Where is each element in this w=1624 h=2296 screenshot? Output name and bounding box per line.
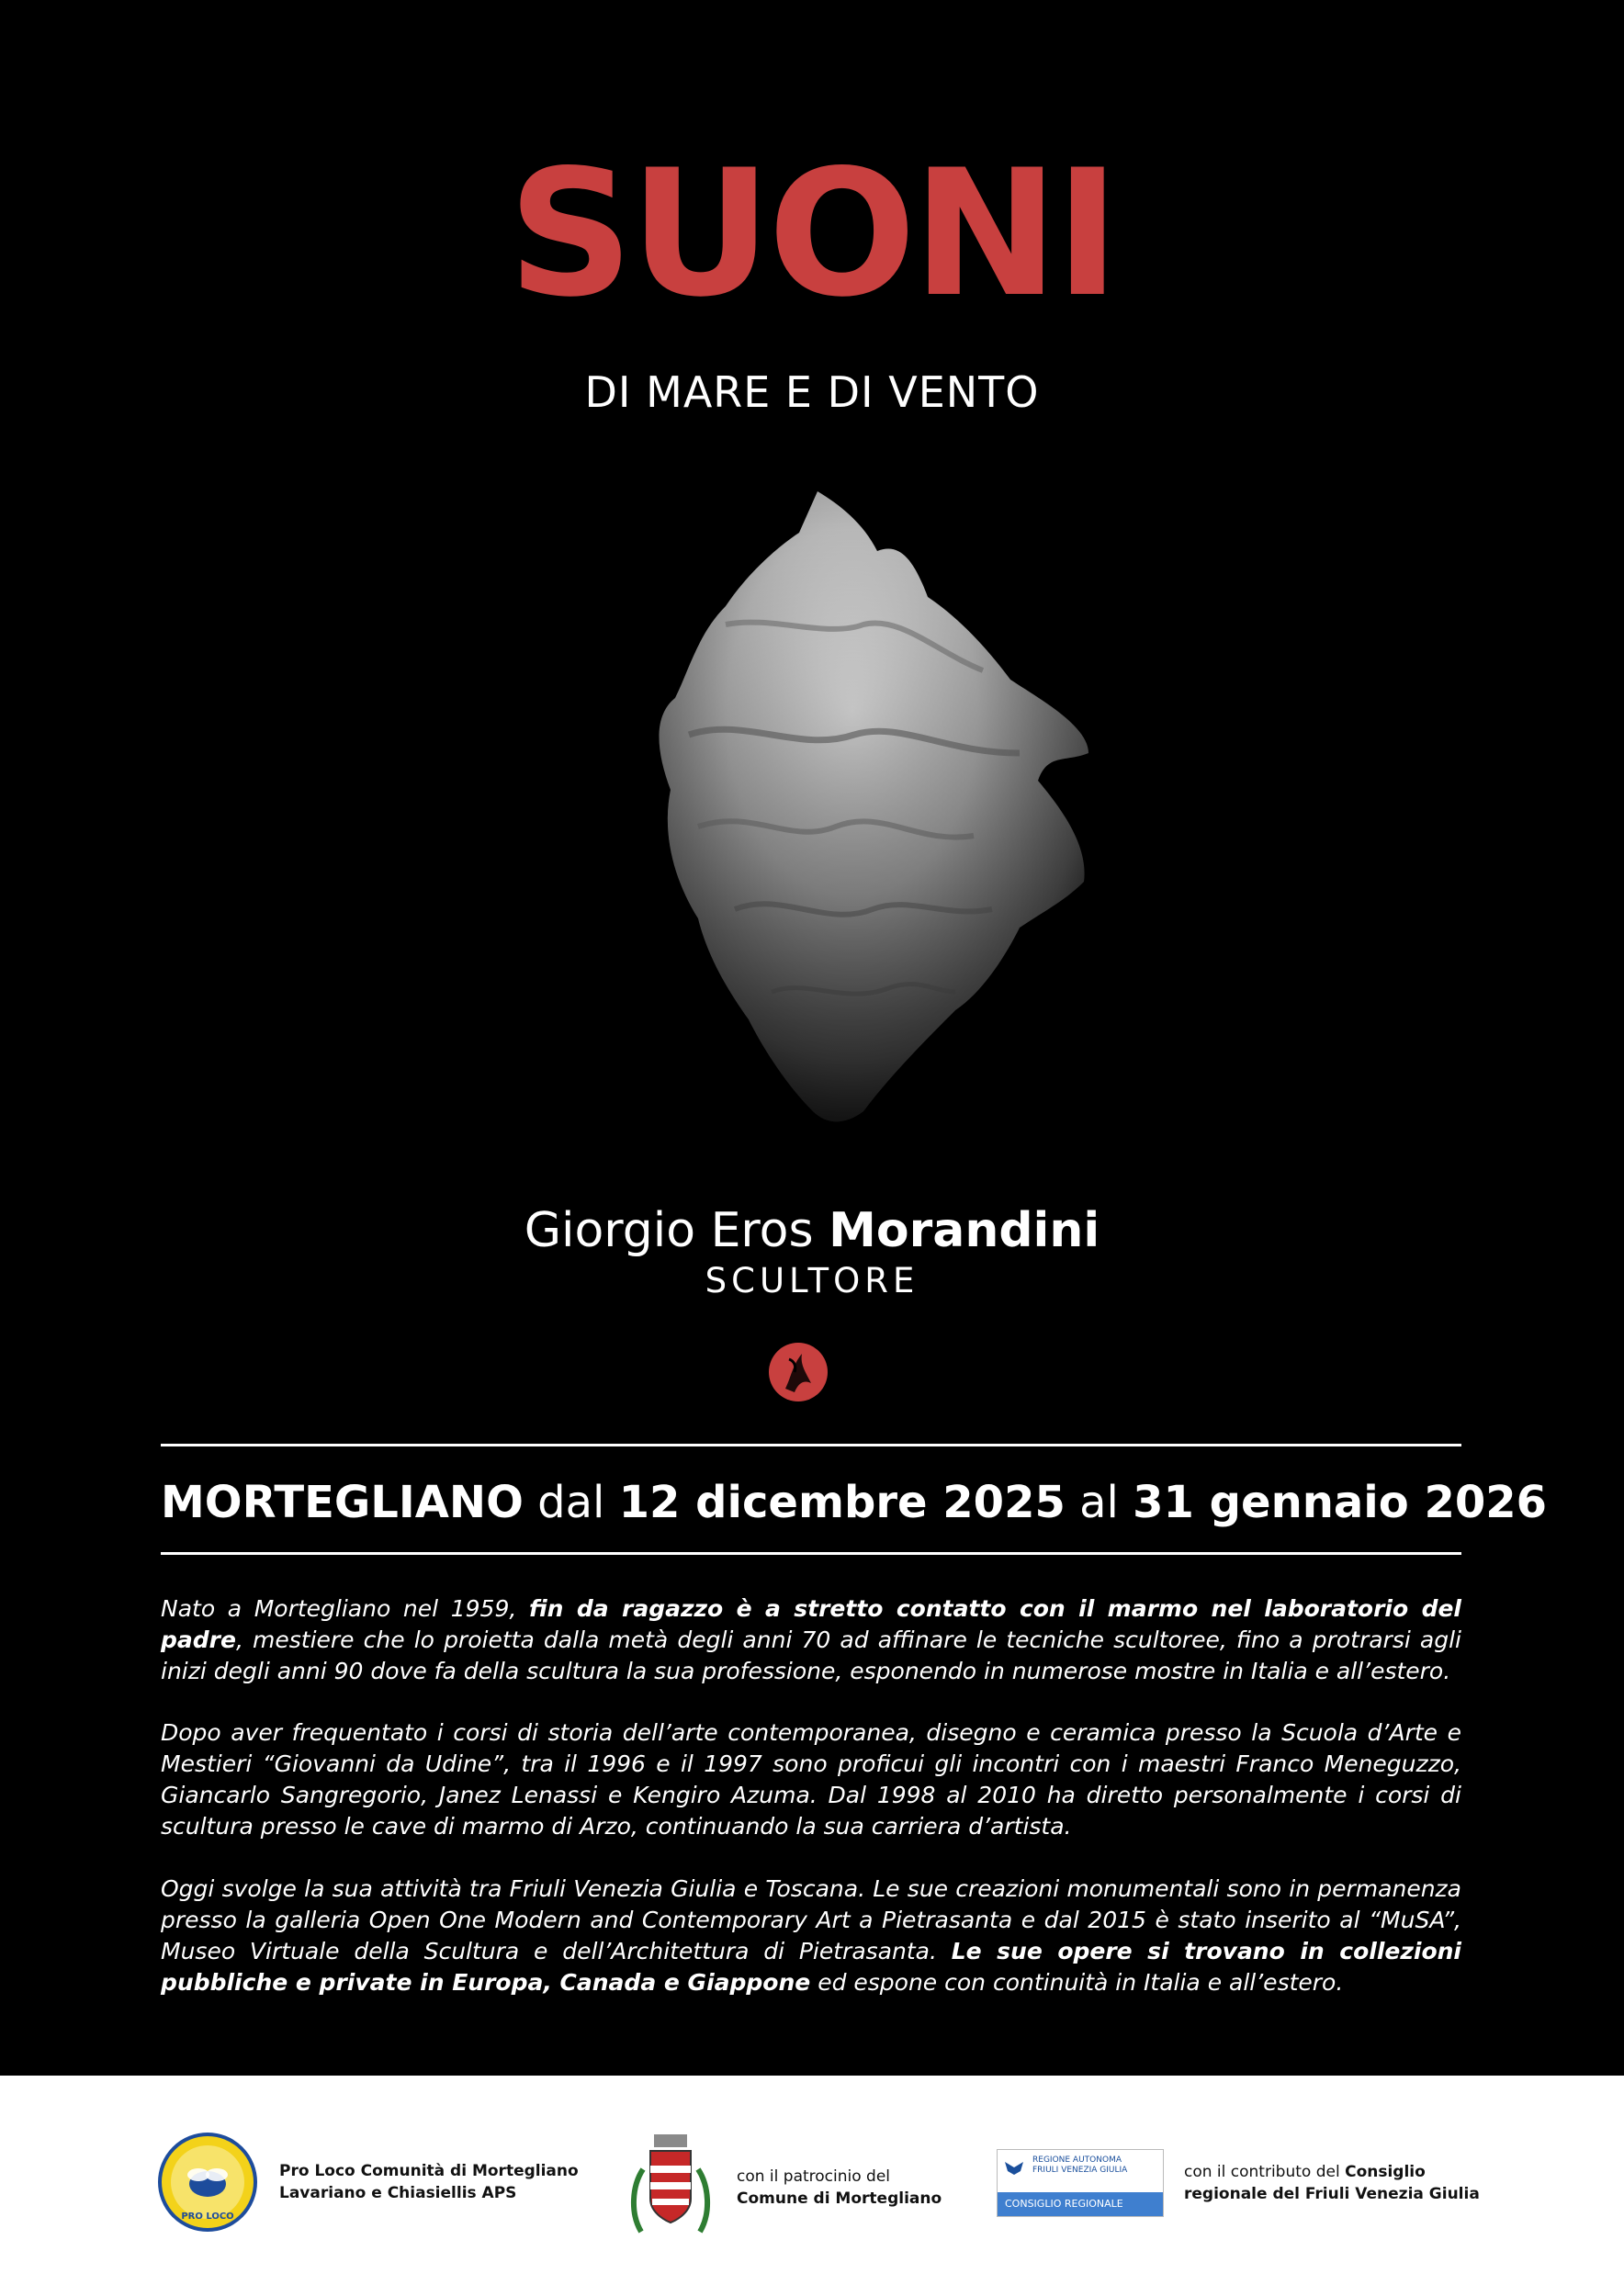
bio-text: ed espone con continuità in Italia e all’estero. (810, 1969, 1344, 1996)
bio-highlight: Le sue opere si trovano in collezioni pubbliche e private in Europa, Canada e Giappone (161, 1938, 1462, 1996)
bio-text: Nato a Mortegliano nel 1959, (161, 1595, 529, 1622)
bio-highlight: fin da ragazzo è a stretto contatto con il marmo nel laboratorio del padre (161, 1595, 1461, 1653)
exhibition-dates (161, 1477, 1548, 1528)
sculpture-image (588, 478, 1102, 1139)
exhibition-title: SUONI (507, 132, 1117, 335)
end-date: 31 gennaio 2026 (1133, 1477, 1548, 1528)
artist-emblem-icon (767, 1341, 829, 1403)
proloco-logo-text: PRO LOCO (181, 2212, 234, 2222)
artist-name (0, 1203, 1624, 1258)
artist-role: SCULTORE (705, 1261, 919, 1300)
eagle-icon (1002, 2155, 1026, 2178)
dates-al: al (1079, 1477, 1119, 1528)
bio-paragraph-1 (161, 1593, 1461, 1687)
proloco-line-2: Lavariano e Chiasiellis APS (279, 2184, 517, 2202)
sponsor-comune (625, 2131, 942, 2245)
sponsor-proloco (156, 2131, 579, 2234)
proloco-logo (156, 2131, 259, 2234)
regione-logo-band: CONSIGLIO REGIONALE (998, 2192, 1163, 2216)
proloco-label (279, 2160, 579, 2204)
bio-text: Oggi svolge la sua attività tra Friuli Venezia Giulia e Toscana. Le sue creazioni monumentali sono in permanenza presso la galleria Open One Modern and Contemporary Art a Pietrasanta e dal 2015 è stato inserito al “MuSA”, Museo Virtuale della Scultura e dell’Architettura di Pietrasanta. (161, 1875, 1461, 1964)
artist-first-name: Giorgio Eros (524, 1203, 829, 1258)
divider-top (161, 1444, 1461, 1446)
bio-paragraph-2: Dopo aver frequentato i corsi di storia dell’arte contemporanea, disegno e ceramica presso la Scuola d’Arte e Mestieri “Giovanni da Udine”, tra il 1996 e il 1997 sono proficui gli incontri con i maestri Franco Meneguzzo, Giancarlo Sangregorio, Janez Lenassi e Kengiro Azuma. Dal 1998 al 2010 ha diretto personalmente i corsi di scultura presso le cave di marmo di Arzo, continuando la sua carriera d’artista. (161, 1719, 1461, 1840)
regione-logo-line-2: FRIULI VENEZIA GIULIA (1032, 2166, 1128, 2175)
comune-line-2: Comune di Mortegliano (737, 2189, 942, 2208)
start-date: 12 dicembre 2025 (618, 1477, 1066, 1528)
sponsor-footer (0, 2076, 1624, 2296)
exhibition-place: MORTEGLIANO (161, 1477, 524, 1528)
comune-coat-of-arms-icon (625, 2131, 716, 2245)
regione-line-1a: con il contributo del (1184, 2163, 1346, 2181)
regione-logo-text (1032, 2155, 1127, 2176)
comune-line-1: con il patrocinio del (737, 2167, 891, 2186)
comune-label (737, 2166, 942, 2210)
regione-line-1b: Consiglio (1345, 2163, 1426, 2181)
regione-logo (997, 2149, 1164, 2217)
dates-dal: dal (537, 1477, 605, 1528)
regione-line-2: regionale del Friuli Venezia Giulia (1184, 2185, 1480, 2203)
divider-bottom (161, 1552, 1461, 1555)
sponsor-regione (997, 2149, 1480, 2217)
artist-last-name: Morandini (829, 1203, 1100, 1258)
regione-label (1184, 2161, 1480, 2205)
exhibition-subtitle: DI MARE E DI VENTO (584, 367, 1040, 417)
regione-logo-line-1: REGIONE AUTONOMA (1032, 2155, 1122, 2165)
bio-paragraph-3 (161, 1874, 1461, 1998)
bio-text: , mestiere che lo proietta dalla metà degli anni 70 ad affinare le tecniche scultoree, fino a protrarsi agli inizi degli anni 90 dove fa della scultura la sua professione, esponendo in numerose mostre in Italia e all’estero. (161, 1626, 1461, 1684)
proloco-line-1: Pro Loco Comunità di Mortegliano (279, 2162, 579, 2180)
